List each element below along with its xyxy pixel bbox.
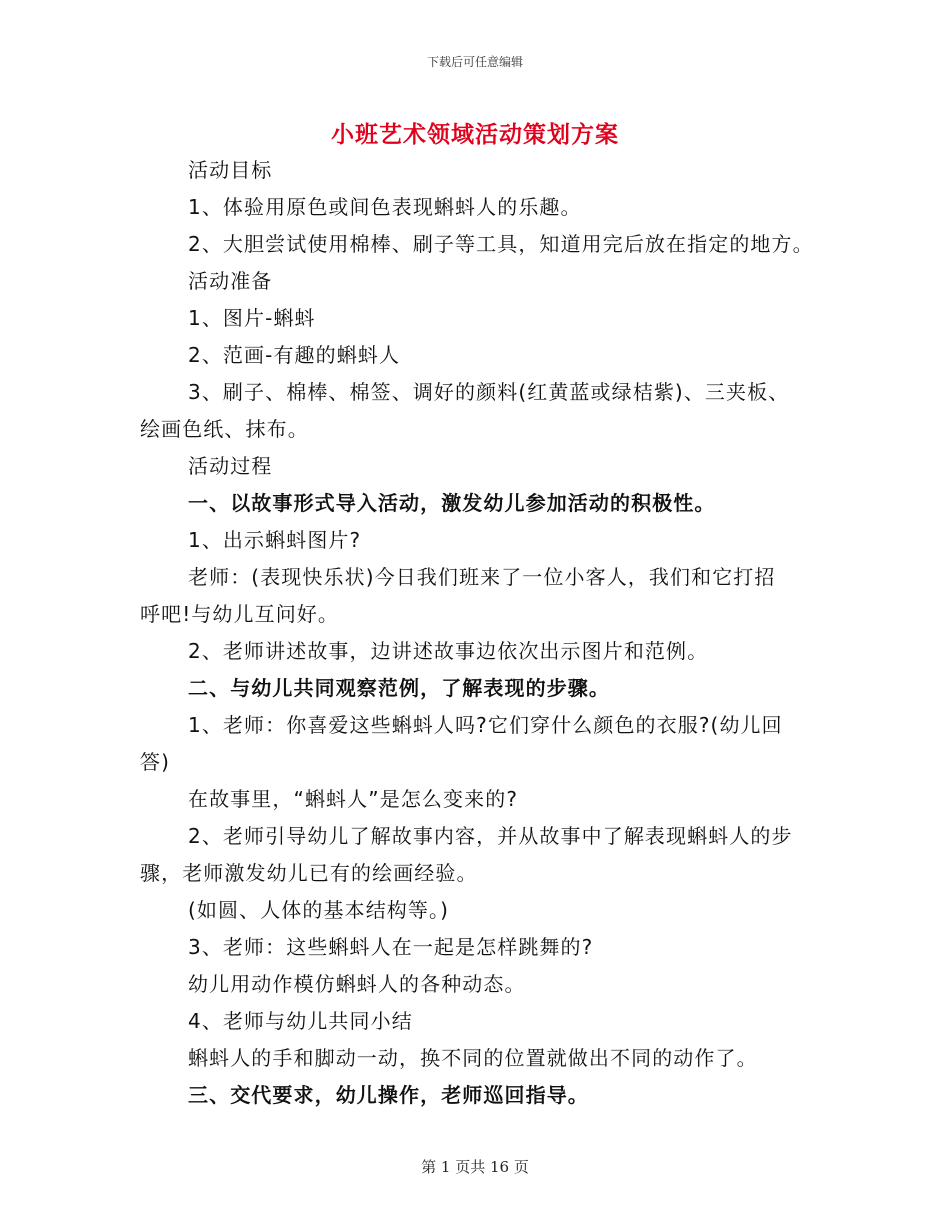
body-paragraph-line: 活动准备	[188, 269, 273, 293]
body-paragraph-line: 3、刷子、棉棒、棉签、调好的颜料(红黄蓝或绿桔紫)、三夹板、	[188, 380, 790, 404]
body-paragraph-line: 2、范画-有趣的蝌蚪人	[188, 343, 401, 367]
document-body	[140, 152, 830, 1114]
page-number: 第 1 页共 16 页	[421, 1158, 529, 1176]
body-paragraph-line: 幼儿用动作模仿蝌蚪人的各种动态。	[188, 972, 526, 996]
body-paragraph-line: 1、体验用原色或间色表现蝌蚪人的乐趣。	[188, 195, 582, 219]
header-note: 下载后可任意编辑	[426, 55, 523, 69]
body-paragraph-line: 1、图片-蝌蚪	[188, 306, 316, 330]
document-title: 小班艺术领域活动策划方案	[331, 121, 619, 148]
body-paragraph-line: 4、老师与幼儿共同小结	[188, 1009, 413, 1033]
body-paragraph-line: 呼吧!与幼儿互问好。	[140, 602, 340, 626]
body-paragraph-line: (如圆、人体的基本结构等。)	[188, 898, 450, 922]
body-paragraph-line: 骤，老师激发幼儿已有的绘画经验。	[140, 861, 478, 885]
body-paragraph-line: 1、老师：你喜爱这些蝌蚪人吗?它们穿什么颜色的衣服?(幼儿回	[188, 713, 783, 737]
body-paragraph-line: 蝌蚪人的手和脚动一动，换不同的位置就做出不同的动作了。	[188, 1046, 758, 1070]
section-heading: 二、与幼儿共同观察范例，了解表现的步骤。	[188, 676, 610, 700]
body-paragraph-line: 1、出示蝌蚪图片?	[188, 528, 362, 552]
body-paragraph-line: 2、老师讲述故事，边讲述故事边依次出示图片和范例。	[188, 639, 709, 663]
section-heading: 三、交代要求，幼儿操作，老师巡回指导。	[188, 1083, 589, 1107]
body-paragraph-line: 绘画色纸、抹布。	[140, 417, 309, 441]
body-paragraph-line: 3、老师：这些蝌蚪人在一起是怎样跳舞的?	[188, 935, 594, 959]
body-paragraph-line: 活动过程	[188, 454, 273, 478]
body-paragraph-line: 活动目标	[188, 158, 273, 182]
body-paragraph-line: 2、老师引导幼儿了解故事内容，并从故事中了解表现蝌蚪人的步	[188, 824, 793, 848]
body-paragraph-line: 老师：(表现快乐状)今日我们班来了一位小客人，我们和它打招	[188, 565, 776, 589]
body-paragraph-line: 2、大胆尝试使用棉棒、刷子等工具，知道用完后放在指定的地方。	[188, 232, 814, 256]
body-paragraph-line: 答)	[140, 750, 171, 774]
body-paragraph-line: 在故事里，“蝌蚪人”是怎么变来的?	[188, 787, 519, 811]
section-heading: 一、以故事形式导入活动，激发幼儿参加活动的积极性。	[188, 491, 716, 515]
